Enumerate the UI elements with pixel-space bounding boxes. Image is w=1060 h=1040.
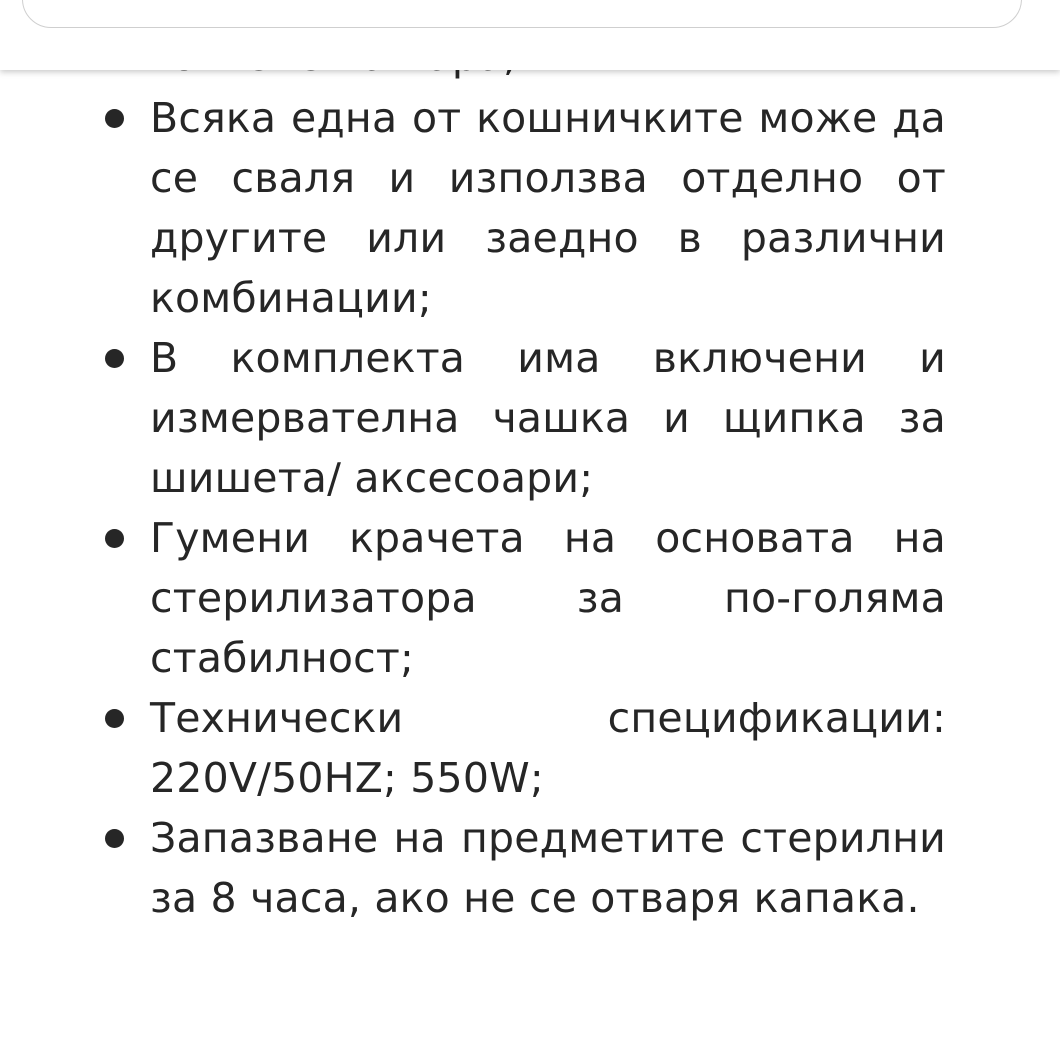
list-item (0, 88, 946, 328)
top-bar (0, 0, 1060, 70)
list-item-text: Технически спецификации: 220V/50HZ; 550W; (150, 694, 946, 802)
list-item-text: Запазване на предметите стерилни за 8 часа, ако не се отваря капака. (150, 814, 946, 922)
list-item-text: Всяка една от кошничките може да се сваля и използва отделно от другите или заедно в различни комбинации; (150, 94, 946, 322)
list-item (0, 508, 946, 688)
list-item (0, 688, 946, 808)
bullet-icon (105, 829, 124, 848)
list-item (0, 808, 946, 928)
list-item-text: В комплекта има включени и измервателна чашка и щипка за шишета/ аксесоари; (150, 334, 946, 502)
bullet-icon (105, 109, 124, 128)
search-input[interactable] (22, 0, 1022, 28)
list-item-text: Гумени крачета на основата на стерилизатора за по-голяма стабилност; (150, 514, 946, 682)
feature-list (0, 88, 1060, 928)
bullet-icon (105, 349, 124, 368)
bullet-icon (105, 529, 124, 548)
bullet-icon (105, 709, 124, 728)
list-item (0, 328, 946, 508)
